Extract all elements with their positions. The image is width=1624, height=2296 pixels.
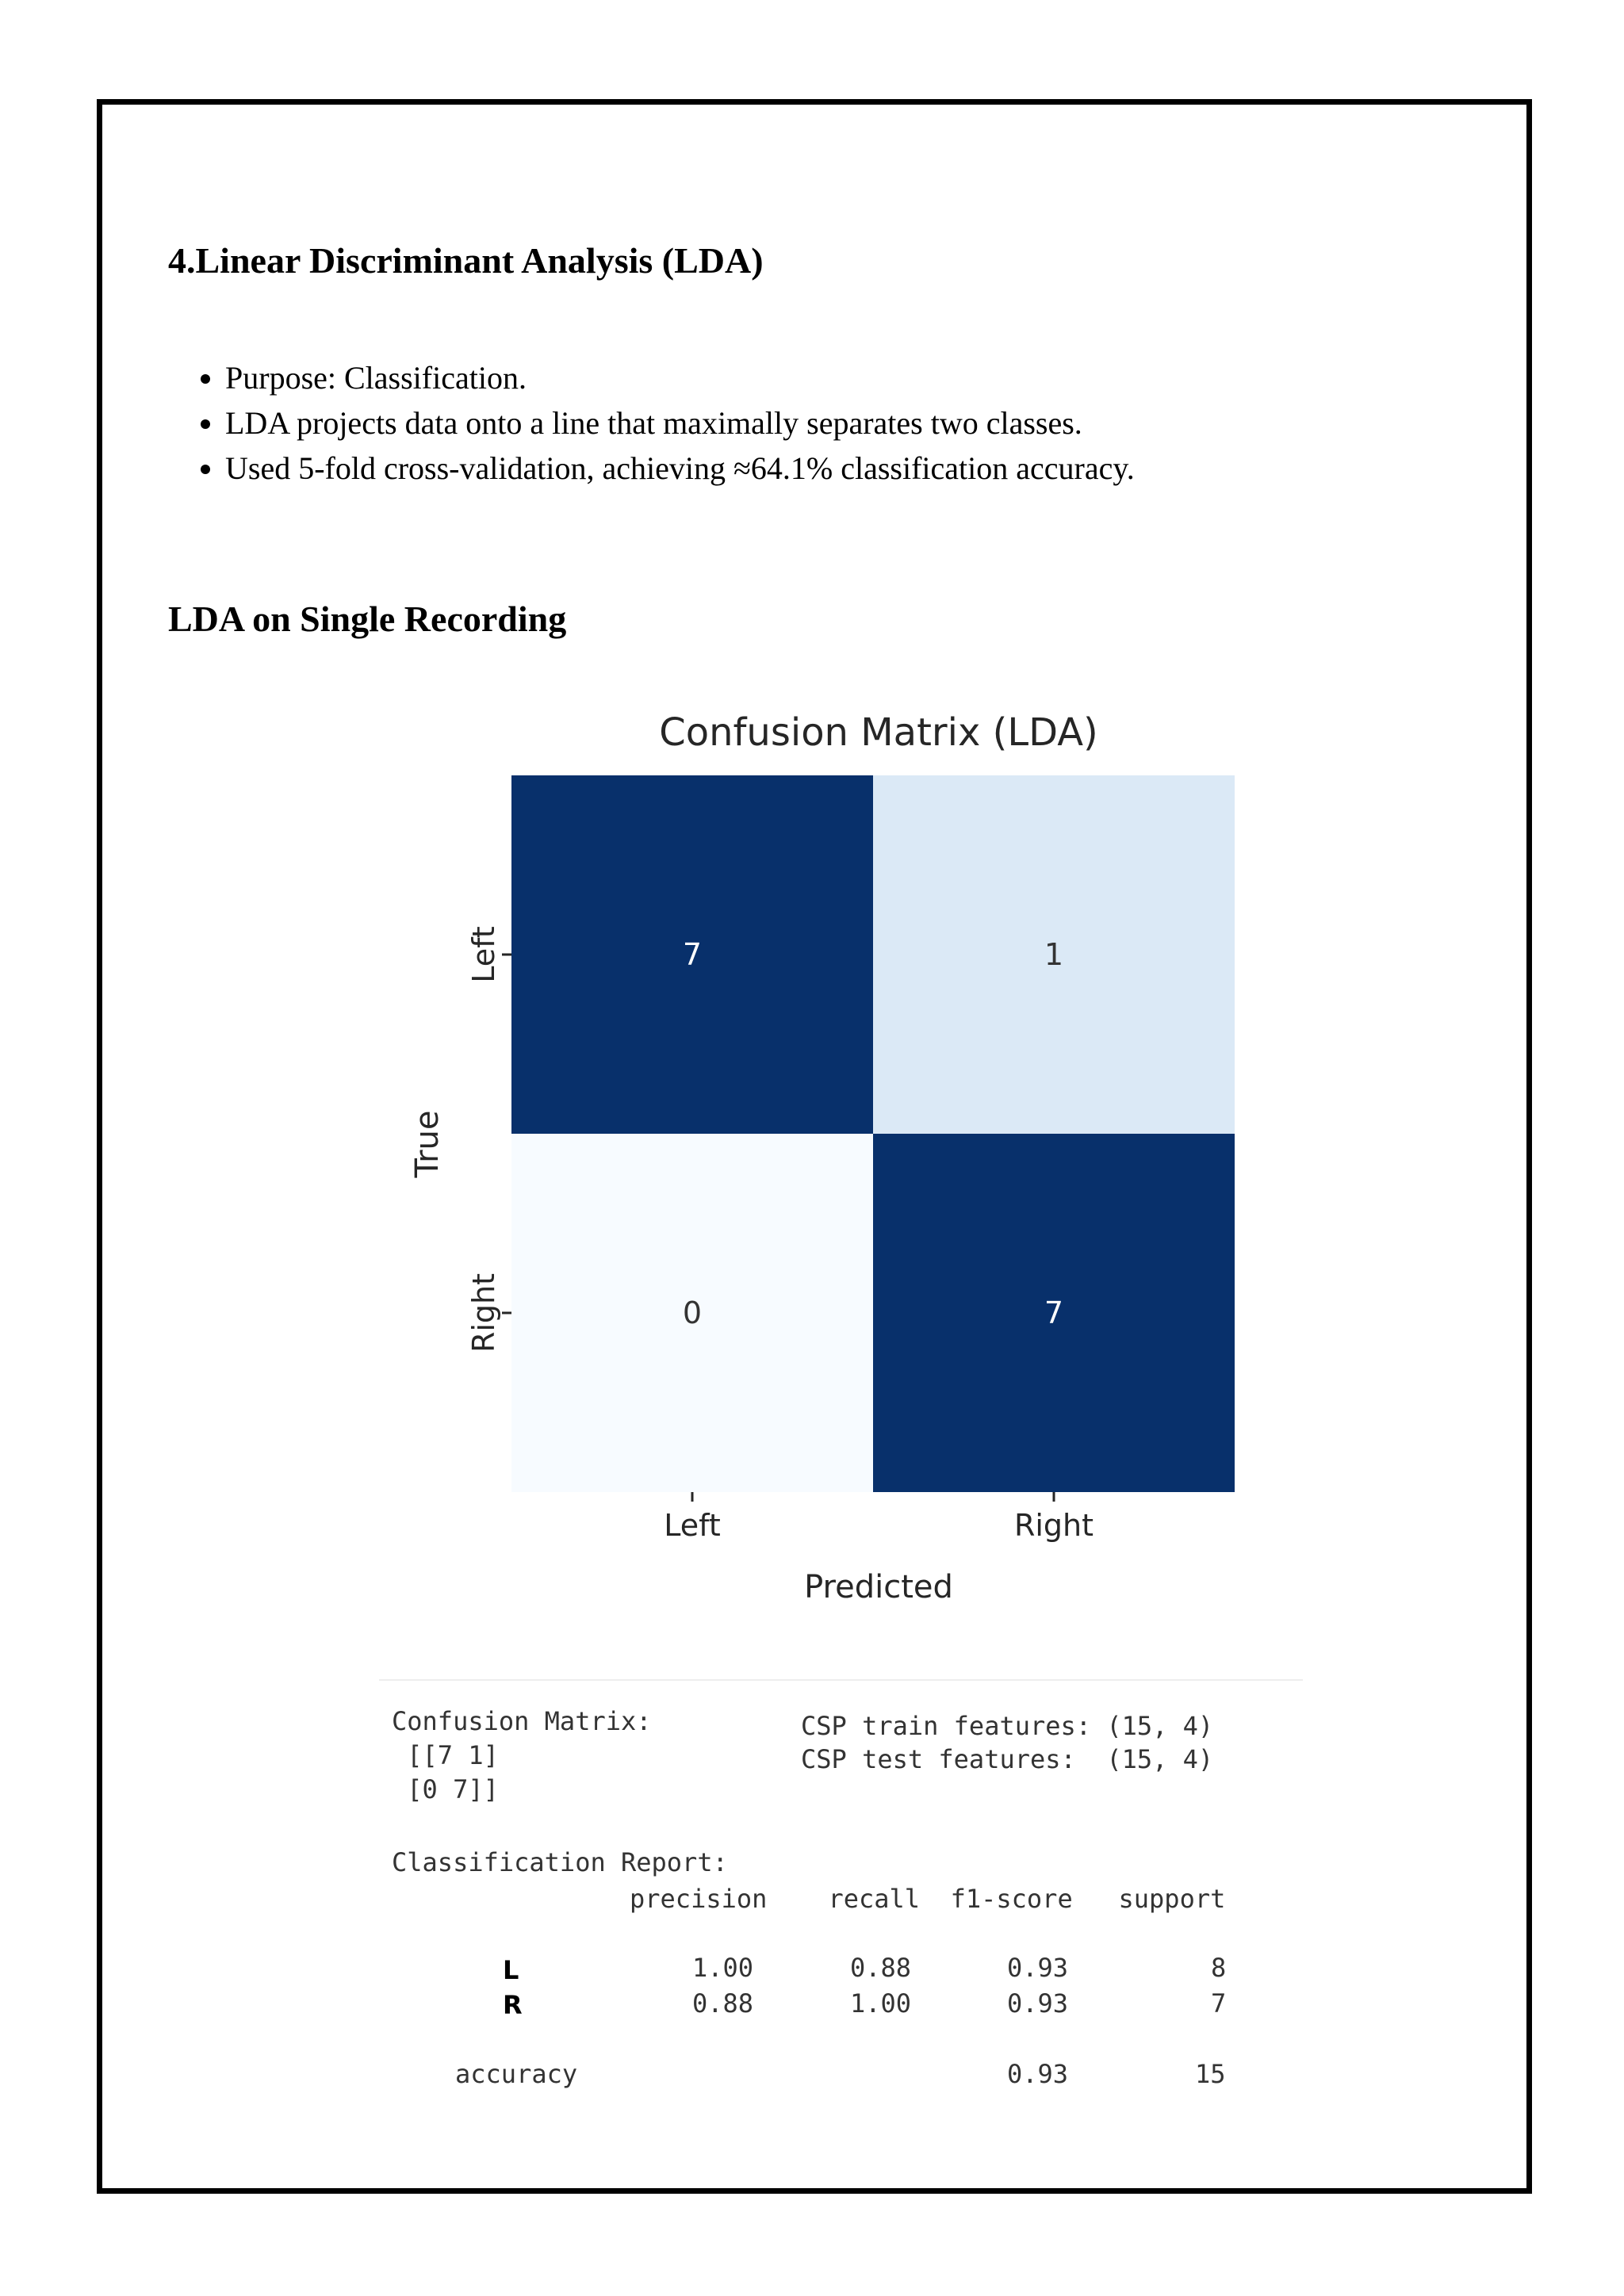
x-tick-label: Right xyxy=(1013,1508,1094,1543)
chart-title: Confusion Matrix (LDA) xyxy=(659,710,1098,755)
cm-row: [[7 1] xyxy=(392,1740,499,1770)
cell-value-label: 1 xyxy=(1044,937,1064,972)
report-cell: 0.93 xyxy=(1007,1988,1069,2019)
accuracy-support: 15 xyxy=(1195,2059,1226,2089)
heatmap-cells xyxy=(511,775,1235,1492)
cell-value-label: 7 xyxy=(682,937,703,972)
bullet-item: • Used 5-fold cross-validation, achieving ≈64.1% classification accuracy. xyxy=(225,446,1135,491)
accuracy-f1: 0.93 xyxy=(1007,2059,1069,2089)
x-tick-label: Left xyxy=(664,1508,721,1543)
report-cell: 0.88 xyxy=(850,1953,912,1983)
y-tick-label: Left xyxy=(466,926,501,983)
report-header: precision recall f1-score support xyxy=(630,1884,1226,1914)
report-cell: 1.00 xyxy=(850,1988,912,2019)
x-axis-label: Predicted xyxy=(804,1569,953,1605)
bullet-item: • LDA projects data onto a line that maximally separates two classes. xyxy=(225,400,1135,446)
cell-value-label: 0 xyxy=(682,1295,703,1330)
cell-value-label: 7 xyxy=(1044,1295,1064,1330)
section-title: 4.Linear Discriminant Analysis (LDA) xyxy=(168,240,764,281)
confusion-matrix-chart xyxy=(381,698,1285,1617)
report-cell: 8 xyxy=(1211,1953,1227,1983)
csp-test-line: CSP test features: (15, 4) xyxy=(801,1744,1214,1774)
report-label: Classification Report: xyxy=(392,1847,728,1877)
report-cell: 0.93 xyxy=(1007,1953,1069,1983)
csp-train-line: CSP train features: (15, 4) xyxy=(801,1711,1214,1741)
subsection-title: LDA on Single Recording xyxy=(168,599,567,639)
report-row-label: R xyxy=(503,1990,523,2020)
cm-row: [0 7]] xyxy=(392,1774,499,1804)
report-cell: 0.88 xyxy=(692,1988,754,2019)
cm-label: Confusion Matrix: xyxy=(392,1706,652,1736)
console-output xyxy=(379,1679,1303,2109)
y-axis-label: True xyxy=(409,1110,446,1178)
accuracy-label: accuracy xyxy=(455,2059,578,2089)
report-cell: 1.00 xyxy=(692,1953,754,1983)
report-cell: 7 xyxy=(1211,1988,1227,2019)
bullet-item: • Purpose: Classification. xyxy=(225,355,1135,400)
report-row-label: L xyxy=(503,1955,519,1985)
y-tick-label: Right xyxy=(466,1272,501,1353)
bullet-list xyxy=(168,355,1135,491)
